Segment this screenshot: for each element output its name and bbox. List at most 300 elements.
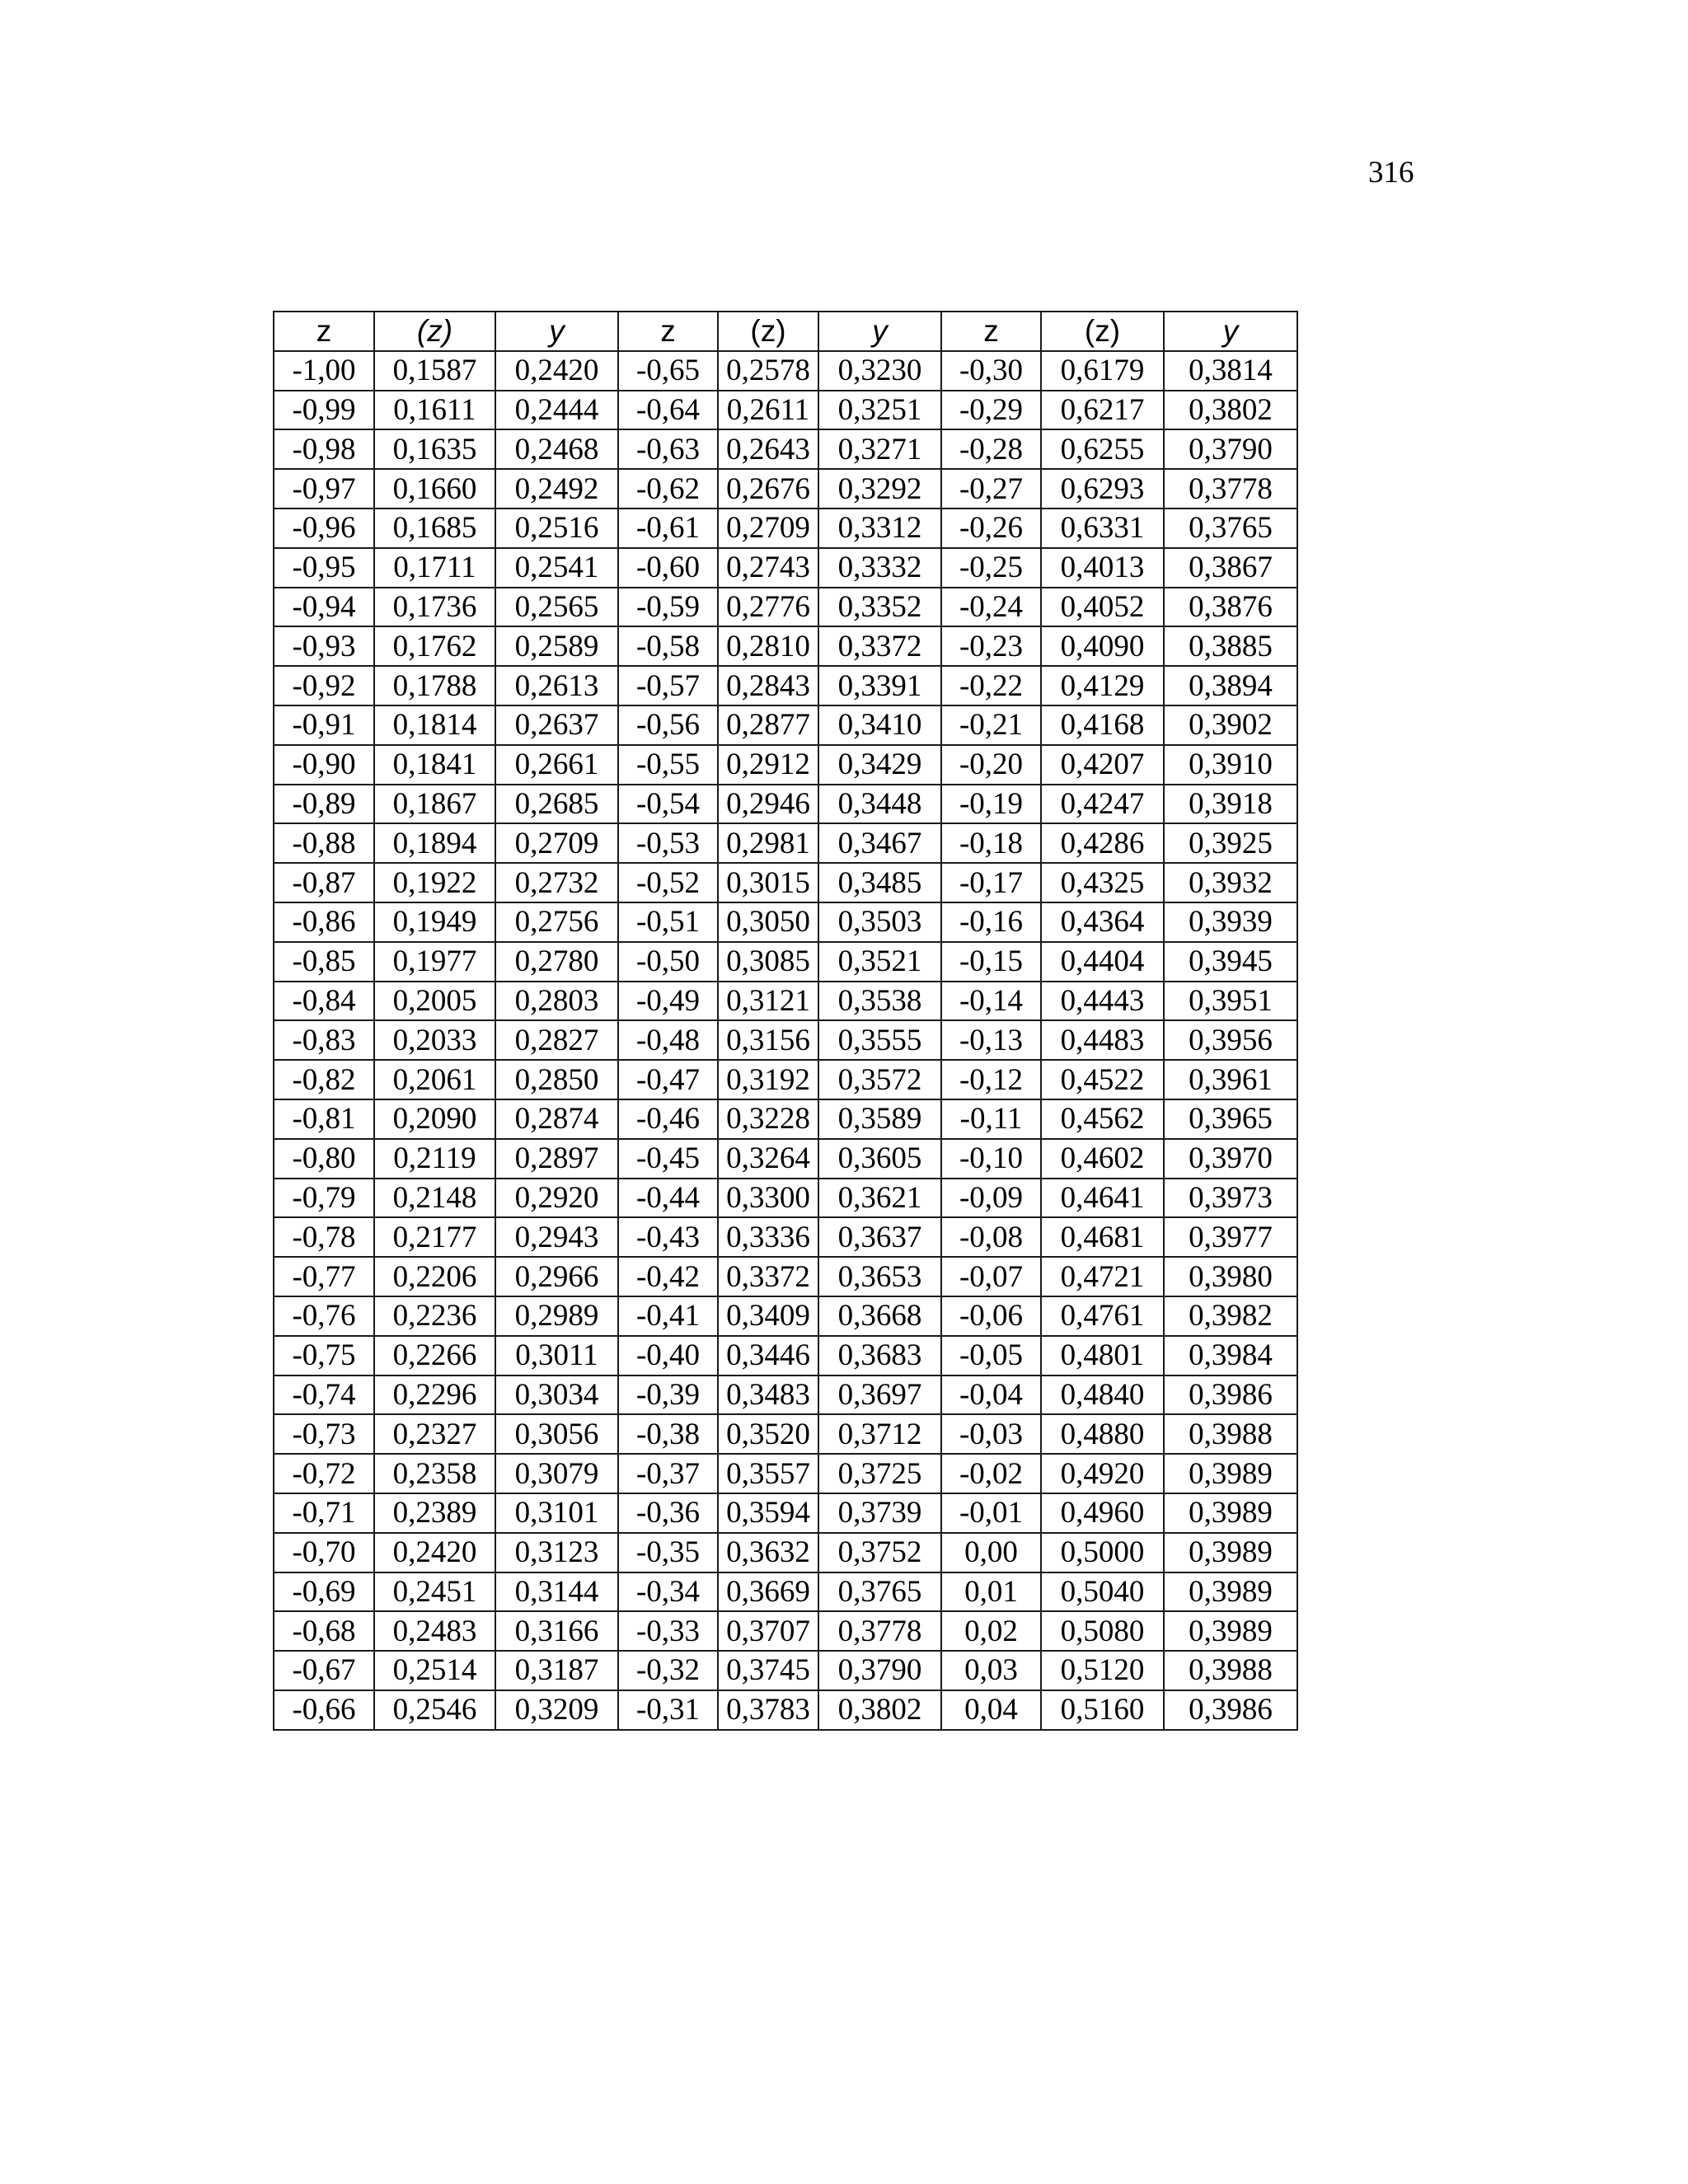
table-cell: 0,2589 bbox=[495, 626, 618, 666]
table-cell: 0,3970 bbox=[1164, 1139, 1297, 1179]
table-cell: 0,3555 bbox=[818, 1020, 941, 1060]
table-cell: 0,1685 bbox=[374, 509, 495, 548]
table-row bbox=[274, 1257, 1297, 1296]
table-cell: -0,08 bbox=[941, 1217, 1041, 1257]
header-z: z bbox=[618, 312, 718, 351]
table-cell: 0,2661 bbox=[495, 745, 618, 785]
table-cell: -0,82 bbox=[274, 1060, 374, 1099]
table-cell: 0,3925 bbox=[1164, 823, 1297, 863]
table-cell: 0,5040 bbox=[1041, 1572, 1164, 1612]
table-cell: -0,93 bbox=[274, 626, 374, 666]
table-cell: 0,3085 bbox=[718, 942, 818, 982]
table-cell: -0,76 bbox=[274, 1296, 374, 1336]
table-cell: 0,4801 bbox=[1041, 1336, 1164, 1376]
table-cell: -0,87 bbox=[274, 863, 374, 902]
table-cell: 0,3989 bbox=[1164, 1611, 1297, 1651]
table-cell: 0,2643 bbox=[718, 429, 818, 469]
table-row bbox=[274, 1336, 1297, 1376]
table-cell: -0,24 bbox=[941, 588, 1041, 627]
table-cell: -0,15 bbox=[941, 942, 1041, 982]
table-cell: 0,3621 bbox=[818, 1179, 941, 1218]
table-row bbox=[274, 588, 1297, 627]
table-cell: -0,02 bbox=[941, 1454, 1041, 1493]
table-cell: 0,4247 bbox=[1041, 785, 1164, 824]
header-phi-z: (z) bbox=[1041, 312, 1164, 351]
table-cell: -0,48 bbox=[618, 1020, 718, 1060]
table-cell: -0,39 bbox=[618, 1376, 718, 1415]
table-cell: -0,43 bbox=[618, 1217, 718, 1257]
table-cell: 0,3712 bbox=[818, 1414, 941, 1454]
table-cell: 0,4404 bbox=[1041, 942, 1164, 982]
table-cell: -0,99 bbox=[274, 391, 374, 430]
table-cell: 0,4721 bbox=[1041, 1257, 1164, 1296]
table-cell: -0,81 bbox=[274, 1099, 374, 1139]
table-row bbox=[274, 1572, 1297, 1612]
header-y: y bbox=[495, 312, 618, 351]
table-cell: 0,3520 bbox=[718, 1414, 818, 1454]
table-cell: 0,4602 bbox=[1041, 1139, 1164, 1179]
table-cell: 0,1587 bbox=[374, 351, 495, 391]
table-cell: 0,4364 bbox=[1041, 902, 1164, 942]
table-cell: 0,2565 bbox=[495, 588, 618, 627]
table-cell: 0,3011 bbox=[495, 1336, 618, 1376]
table-cell: 0,3228 bbox=[718, 1099, 818, 1139]
table-cell: 0,2843 bbox=[718, 666, 818, 705]
table-cell: 0,1711 bbox=[374, 548, 495, 588]
table-cell: 0,3951 bbox=[1164, 982, 1297, 1021]
table-cell: 0,3332 bbox=[818, 548, 941, 588]
table-cell: 0,4052 bbox=[1041, 588, 1164, 627]
table-cell: 0,2613 bbox=[495, 666, 618, 705]
table-cell: 0,2709 bbox=[718, 509, 818, 548]
table-cell: -0,55 bbox=[618, 745, 718, 785]
table-cell: -0,83 bbox=[274, 1020, 374, 1060]
table-cell: -0,13 bbox=[941, 1020, 1041, 1060]
table-cell: -0,03 bbox=[941, 1414, 1041, 1454]
table-cell: 0,3292 bbox=[818, 469, 941, 509]
table-cell: 0,3409 bbox=[718, 1296, 818, 1336]
table-cell: 0,2420 bbox=[495, 351, 618, 391]
table-row bbox=[274, 1179, 1297, 1218]
table-cell: 0,4168 bbox=[1041, 705, 1164, 745]
table-cell: 0,3521 bbox=[818, 942, 941, 982]
table-cell: 0,3802 bbox=[818, 1690, 941, 1730]
table-row bbox=[274, 982, 1297, 1021]
table-cell: 0,3697 bbox=[818, 1376, 941, 1415]
header-phi-z: (z) bbox=[718, 312, 818, 351]
table-cell: 0,2732 bbox=[495, 863, 618, 902]
table-cell: 0,2119 bbox=[374, 1139, 495, 1179]
table-cell: 0,2897 bbox=[495, 1139, 618, 1179]
table-cell: -0,70 bbox=[274, 1533, 374, 1572]
table-cell: 0,3372 bbox=[818, 626, 941, 666]
table-row bbox=[274, 902, 1297, 942]
table-cell: -0,65 bbox=[618, 351, 718, 391]
table-cell: -0,04 bbox=[941, 1376, 1041, 1415]
table-cell: 0,2611 bbox=[718, 391, 818, 430]
table-cell: 0,5080 bbox=[1041, 1611, 1164, 1651]
table-cell: -0,41 bbox=[618, 1296, 718, 1336]
table-cell: -0,68 bbox=[274, 1611, 374, 1651]
table-cell: 0,04 bbox=[941, 1690, 1041, 1730]
table-row bbox=[274, 429, 1297, 469]
table-cell: 0,3956 bbox=[1164, 1020, 1297, 1060]
table-cell: 0,3885 bbox=[1164, 626, 1297, 666]
table-cell: -0,98 bbox=[274, 429, 374, 469]
table-cell: -0,89 bbox=[274, 785, 374, 824]
table-row bbox=[274, 1376, 1297, 1415]
table-row bbox=[274, 863, 1297, 902]
table-cell: 0,3653 bbox=[818, 1257, 941, 1296]
table-cell: 0,02 bbox=[941, 1611, 1041, 1651]
table-row bbox=[274, 1020, 1297, 1060]
table-cell: 0,3605 bbox=[818, 1139, 941, 1179]
table-cell: -0,90 bbox=[274, 745, 374, 785]
table-cell: 0,2541 bbox=[495, 548, 618, 588]
table-cell: 0,2005 bbox=[374, 982, 495, 1021]
table-cell: 0,4920 bbox=[1041, 1454, 1164, 1493]
table-cell: 0,6179 bbox=[1041, 351, 1164, 391]
table-row bbox=[274, 785, 1297, 824]
table-cell: 0,3015 bbox=[718, 863, 818, 902]
table-cell: 0,2483 bbox=[374, 1611, 495, 1651]
table-cell: 0,1977 bbox=[374, 942, 495, 982]
table-cell: 0,6255 bbox=[1041, 429, 1164, 469]
table-cell: -0,29 bbox=[941, 391, 1041, 430]
table-cell: 0,3982 bbox=[1164, 1296, 1297, 1336]
table-cell: 0,3538 bbox=[818, 982, 941, 1021]
table-row bbox=[274, 1533, 1297, 1572]
table-cell: -0,49 bbox=[618, 982, 718, 1021]
table-cell: 0,3986 bbox=[1164, 1690, 1297, 1730]
table-cell: 0,3989 bbox=[1164, 1533, 1297, 1572]
table-cell: 0,3209 bbox=[495, 1690, 618, 1730]
table-cell: 0,2756 bbox=[495, 902, 618, 942]
table-cell: 0,3932 bbox=[1164, 863, 1297, 902]
table-row bbox=[274, 469, 1297, 509]
table-cell: 0,3410 bbox=[818, 705, 941, 745]
table-cell: 0,2236 bbox=[374, 1296, 495, 1336]
table-cell: 0,2033 bbox=[374, 1020, 495, 1060]
table-cell: 0,2989 bbox=[495, 1296, 618, 1336]
table-cell: -0,35 bbox=[618, 1533, 718, 1572]
table-cell: -0,33 bbox=[618, 1611, 718, 1651]
table-cell: 0,2514 bbox=[374, 1651, 495, 1690]
table-cell: -0,80 bbox=[274, 1139, 374, 1179]
table-cell: 0,3264 bbox=[718, 1139, 818, 1179]
table-cell: 0,1788 bbox=[374, 666, 495, 705]
table-cell: 0,3989 bbox=[1164, 1572, 1297, 1612]
table-cell: 0,01 bbox=[941, 1572, 1041, 1612]
table-body bbox=[274, 351, 1297, 1730]
table-cell: 0,4090 bbox=[1041, 626, 1164, 666]
table-cell: 0,3902 bbox=[1164, 705, 1297, 745]
table-cell: 0,4013 bbox=[1041, 548, 1164, 588]
table-row bbox=[274, 626, 1297, 666]
table-cell: -0,14 bbox=[941, 982, 1041, 1021]
table-cell: 0,4483 bbox=[1041, 1020, 1164, 1060]
page-number: 316 bbox=[1368, 156, 1414, 190]
table-cell: -0,62 bbox=[618, 469, 718, 509]
table-cell: -0,59 bbox=[618, 588, 718, 627]
table-cell: -0,07 bbox=[941, 1257, 1041, 1296]
table-row bbox=[274, 823, 1297, 863]
table-cell: 0,2492 bbox=[495, 469, 618, 509]
table-cell: 0,2327 bbox=[374, 1414, 495, 1454]
table-cell: 0,3961 bbox=[1164, 1060, 1297, 1099]
table-cell: 0,3986 bbox=[1164, 1376, 1297, 1415]
table-cell: -0,05 bbox=[941, 1336, 1041, 1376]
table-cell: -0,69 bbox=[274, 1572, 374, 1612]
table-cell: -0,54 bbox=[618, 785, 718, 824]
table-cell: 0,3448 bbox=[818, 785, 941, 824]
table-row bbox=[274, 1139, 1297, 1179]
table-cell: -0,92 bbox=[274, 666, 374, 705]
table-cell: -0,32 bbox=[618, 1651, 718, 1690]
table-cell: 0,3192 bbox=[718, 1060, 818, 1099]
table-cell: -0,71 bbox=[274, 1493, 374, 1533]
table-cell: 0,3187 bbox=[495, 1651, 618, 1690]
table-cell: 0,3391 bbox=[818, 666, 941, 705]
table-cell: -0,50 bbox=[618, 942, 718, 982]
table-cell: -0,79 bbox=[274, 1179, 374, 1218]
table-cell: 0,3079 bbox=[495, 1454, 618, 1493]
table-cell: 0,1762 bbox=[374, 626, 495, 666]
table-cell: -0,20 bbox=[941, 745, 1041, 785]
table-cell: -0,95 bbox=[274, 548, 374, 588]
table-cell: 0,3230 bbox=[818, 351, 941, 391]
table-cell: 0,3984 bbox=[1164, 1336, 1297, 1376]
table-cell: -0,23 bbox=[941, 626, 1041, 666]
table-cell: 0,3251 bbox=[818, 391, 941, 430]
table-cell: -0,73 bbox=[274, 1414, 374, 1454]
table-cell: -0,85 bbox=[274, 942, 374, 982]
table-cell: -0,57 bbox=[618, 666, 718, 705]
table-row bbox=[274, 666, 1297, 705]
table-cell: -0,16 bbox=[941, 902, 1041, 942]
normal-distribution-table bbox=[273, 311, 1298, 1731]
table-cell: -0,25 bbox=[941, 548, 1041, 588]
table-cell: 0,3467 bbox=[818, 823, 941, 863]
table-cell: -0,22 bbox=[941, 666, 1041, 705]
table-row bbox=[274, 1060, 1297, 1099]
table-cell: -0,40 bbox=[618, 1336, 718, 1376]
table-cell: 0,1841 bbox=[374, 745, 495, 785]
table-row bbox=[274, 509, 1297, 548]
table-cell: -0,42 bbox=[618, 1257, 718, 1296]
header-y: y bbox=[1164, 312, 1297, 351]
table-cell: -0,09 bbox=[941, 1179, 1041, 1218]
table-cell: -0,36 bbox=[618, 1493, 718, 1533]
table-row bbox=[274, 548, 1297, 588]
table-cell: 0,4129 bbox=[1041, 666, 1164, 705]
table-cell: 0,2358 bbox=[374, 1454, 495, 1493]
table-cell: 0,1922 bbox=[374, 863, 495, 902]
table-cell: 0,2912 bbox=[718, 745, 818, 785]
table-cell: 0,2266 bbox=[374, 1336, 495, 1376]
table-cell: 0,2827 bbox=[495, 1020, 618, 1060]
table-cell: -0,11 bbox=[941, 1099, 1041, 1139]
table-cell: 0,2709 bbox=[495, 823, 618, 863]
table-cell: 0,2776 bbox=[718, 588, 818, 627]
table-cell: 0,3745 bbox=[718, 1651, 818, 1690]
table-cell: -0,38 bbox=[618, 1414, 718, 1454]
table-cell: -0,30 bbox=[941, 351, 1041, 391]
table-cell: 0,3156 bbox=[718, 1020, 818, 1060]
table-row bbox=[274, 1690, 1297, 1730]
table-cell: 0,4562 bbox=[1041, 1099, 1164, 1139]
header-z: z bbox=[941, 312, 1041, 351]
table-cell: 0,3867 bbox=[1164, 548, 1297, 588]
table-cell: 0,3589 bbox=[818, 1099, 941, 1139]
table-cell: 0,4761 bbox=[1041, 1296, 1164, 1336]
table-cell: -0,37 bbox=[618, 1454, 718, 1493]
table-row bbox=[274, 351, 1297, 391]
table-cell: 0,3765 bbox=[1164, 509, 1297, 548]
table-cell: 0,2966 bbox=[495, 1257, 618, 1296]
table-cell: 0,2177 bbox=[374, 1217, 495, 1257]
table-cell: 0,3485 bbox=[818, 863, 941, 902]
table-cell: 0,3814 bbox=[1164, 351, 1297, 391]
table-cell: -0,64 bbox=[618, 391, 718, 430]
table-cell: 0,2420 bbox=[374, 1533, 495, 1572]
table-cell: 0,2743 bbox=[718, 548, 818, 588]
table-cell: 0,4960 bbox=[1041, 1493, 1164, 1533]
table-cell: 0,6293 bbox=[1041, 469, 1164, 509]
table-cell: 0,2061 bbox=[374, 1060, 495, 1099]
table-cell: 0,3483 bbox=[718, 1376, 818, 1415]
table-cell: 0,3894 bbox=[1164, 666, 1297, 705]
table-cell: 0,3312 bbox=[818, 509, 941, 548]
table-cell: 0,2444 bbox=[495, 391, 618, 430]
table-cell: -0,58 bbox=[618, 626, 718, 666]
table-cell: 0,2874 bbox=[495, 1099, 618, 1139]
table-cell: -0,75 bbox=[274, 1336, 374, 1376]
table-cell: 0,2206 bbox=[374, 1257, 495, 1296]
table-cell: 0,3778 bbox=[1164, 469, 1297, 509]
table-cell: 0,2546 bbox=[374, 1690, 495, 1730]
table-cell: 0,3034 bbox=[495, 1376, 618, 1415]
table-cell: 0,2389 bbox=[374, 1493, 495, 1533]
table-cell: 0,2810 bbox=[718, 626, 818, 666]
table-cell: 0,4840 bbox=[1041, 1376, 1164, 1415]
table-cell: -1,00 bbox=[274, 351, 374, 391]
table-cell: -0,96 bbox=[274, 509, 374, 548]
table-cell: -0,06 bbox=[941, 1296, 1041, 1336]
table-cell: -0,17 bbox=[941, 863, 1041, 902]
table-cell: 0,2780 bbox=[495, 942, 618, 982]
table-cell: -0,72 bbox=[274, 1454, 374, 1493]
table-cell: 0,3050 bbox=[718, 902, 818, 942]
table-cell: 0,3669 bbox=[718, 1572, 818, 1612]
table-cell: 0,1736 bbox=[374, 588, 495, 627]
table-cell: 0,3707 bbox=[718, 1611, 818, 1651]
table-cell: 0,1814 bbox=[374, 705, 495, 745]
table-cell: 0,3446 bbox=[718, 1336, 818, 1376]
table-cell: 0,2148 bbox=[374, 1179, 495, 1218]
table-cell: -0,10 bbox=[941, 1139, 1041, 1179]
table-cell: 0,3637 bbox=[818, 1217, 941, 1257]
table-row bbox=[274, 705, 1297, 745]
table-row bbox=[274, 1651, 1297, 1690]
table-cell: 0,3336 bbox=[718, 1217, 818, 1257]
table-cell: -0,01 bbox=[941, 1493, 1041, 1533]
table-cell: 0,2946 bbox=[718, 785, 818, 824]
table-cell: 0,3557 bbox=[718, 1454, 818, 1493]
table-cell: 0,3973 bbox=[1164, 1179, 1297, 1218]
table-cell: -0,18 bbox=[941, 823, 1041, 863]
table-cell: 0,3101 bbox=[495, 1493, 618, 1533]
table-cell: 0,1660 bbox=[374, 469, 495, 509]
table-cell: 0,3739 bbox=[818, 1493, 941, 1533]
table-cell: 0,3352 bbox=[818, 588, 941, 627]
table-cell: 0,2090 bbox=[374, 1099, 495, 1139]
table-cell: 0,5120 bbox=[1041, 1651, 1164, 1690]
table-cell: -0,51 bbox=[618, 902, 718, 942]
table-cell: -0,28 bbox=[941, 429, 1041, 469]
table-row bbox=[274, 1099, 1297, 1139]
table-cell: 0,1867 bbox=[374, 785, 495, 824]
table-cell: 0,4681 bbox=[1041, 1217, 1164, 1257]
table-cell: 0,3166 bbox=[495, 1611, 618, 1651]
table-cell: -0,31 bbox=[618, 1690, 718, 1730]
table-cell: 0,3752 bbox=[818, 1533, 941, 1572]
table-row bbox=[274, 1217, 1297, 1257]
table-cell: 0,3144 bbox=[495, 1572, 618, 1612]
table-cell: 0,2943 bbox=[495, 1217, 618, 1257]
table-cell: 0,5000 bbox=[1041, 1533, 1164, 1572]
table-cell: 0,2468 bbox=[495, 429, 618, 469]
table-cell: -0,84 bbox=[274, 982, 374, 1021]
table-cell: 0,3939 bbox=[1164, 902, 1297, 942]
table-cell: 0,3683 bbox=[818, 1336, 941, 1376]
table-cell: -0,21 bbox=[941, 705, 1041, 745]
table-cell: 0,3989 bbox=[1164, 1454, 1297, 1493]
table-cell: 0,3594 bbox=[718, 1493, 818, 1533]
table-cell: 0,3977 bbox=[1164, 1217, 1297, 1257]
header-phi-z: (z) bbox=[374, 312, 495, 351]
header-row bbox=[274, 312, 1297, 351]
table-cell: -0,53 bbox=[618, 823, 718, 863]
table-cell: 0,3372 bbox=[718, 1257, 818, 1296]
table-cell: 0,3765 bbox=[818, 1572, 941, 1612]
table-cell: 0,3918 bbox=[1164, 785, 1297, 824]
table-cell: 0,1611 bbox=[374, 391, 495, 430]
table-cell: 0,3783 bbox=[718, 1690, 818, 1730]
table-cell: -0,97 bbox=[274, 469, 374, 509]
table-cell: 0,2516 bbox=[495, 509, 618, 548]
table-cell: -0,56 bbox=[618, 705, 718, 745]
table-cell: 0,3668 bbox=[818, 1296, 941, 1336]
table-cell: -0,66 bbox=[274, 1690, 374, 1730]
table-row bbox=[274, 1414, 1297, 1454]
table-cell: 0,6331 bbox=[1041, 509, 1164, 548]
table-cell: 0,4641 bbox=[1041, 1179, 1164, 1218]
table-cell: 0,2451 bbox=[374, 1572, 495, 1612]
table-cell: 0,3945 bbox=[1164, 942, 1297, 982]
table-cell: 0,3778 bbox=[818, 1611, 941, 1651]
table-row bbox=[274, 391, 1297, 430]
table-cell: 0,3123 bbox=[495, 1533, 618, 1572]
table-cell: 0,3790 bbox=[818, 1651, 941, 1690]
table-cell: 0,1635 bbox=[374, 429, 495, 469]
table-cell: 0,6217 bbox=[1041, 391, 1164, 430]
table-cell: -0,44 bbox=[618, 1179, 718, 1218]
header-z: z bbox=[274, 312, 374, 351]
table-cell: 0,3429 bbox=[818, 745, 941, 785]
table-cell: 0,2981 bbox=[718, 823, 818, 863]
table-cell: 0,3300 bbox=[718, 1179, 818, 1218]
